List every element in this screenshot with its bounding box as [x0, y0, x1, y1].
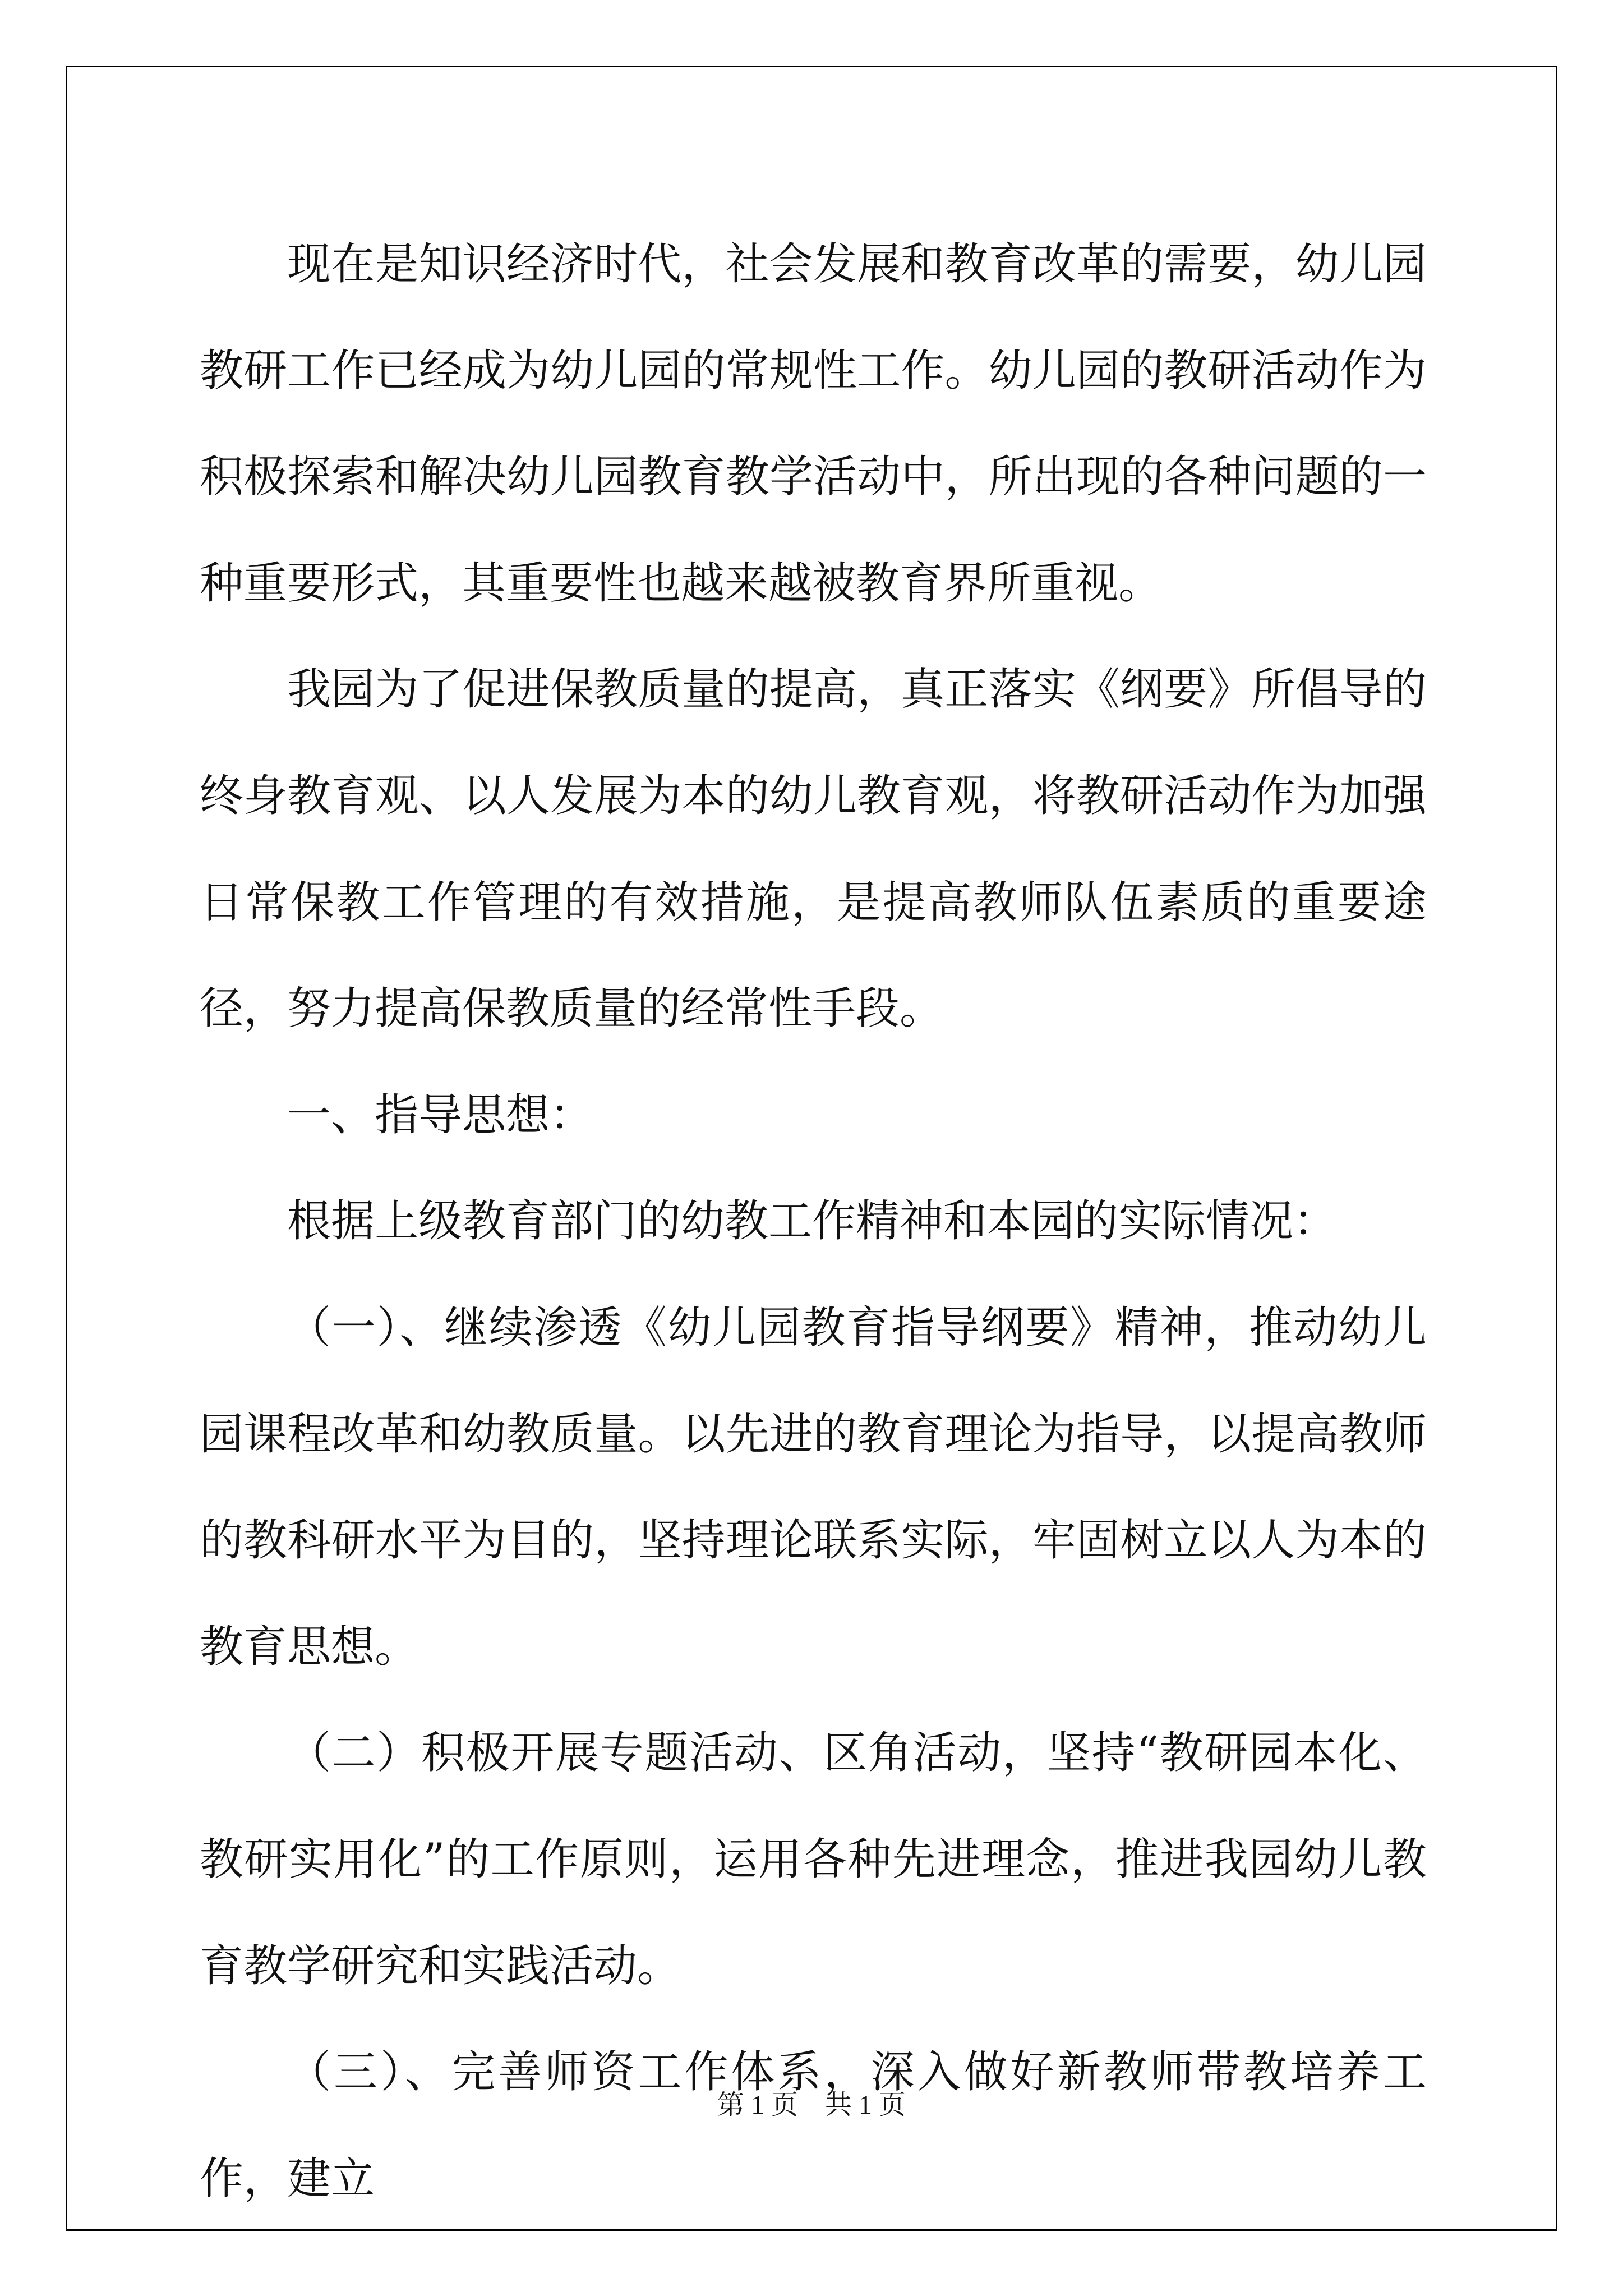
- page-number: 第 1 页: [717, 2090, 798, 2120]
- paragraph-item-2: （二）积极开展专题活动、区角活动，坚持“教研园本化、教研实用化”的工作原则，运用各种先进理念，推进我园幼儿教育教学研究和实践活动。: [200, 1728, 1427, 1991]
- page-footer: [0, 2088, 1623, 2122]
- page-total: 共 1 页: [825, 2090, 906, 2120]
- paragraph-item-3: （三）、完善师资工作体系，深入做好新教师带教培养工作，建立: [200, 2047, 1427, 2204]
- paragraph-basis: 根据上级教育部门的幼教工作精神和本园的实际情况：: [287, 1196, 1338, 1247]
- document-body: [200, 211, 1427, 2232]
- paragraph-purpose: 我园为了促进保教质量的提高，真正落实《纲要》所倡导的终身教育观、以人发展为本的幼儿教育观，将教研活动作为加强日常保教工作管理的有效措施，是提高教师队伍素质的重要途径，努力提高保教质量的经常性手段。: [200, 664, 1427, 1034]
- paragraph-intro: 现在是知识经济时代，社会发展和教育改革的需要，幼儿园教研工作已经成为幼儿园的常规性工作。幼儿园的教研活动作为积极探索和解决幼儿园教育教学活动中，所出现的各种问题的一种重要形式，其重要性也越来越被教育界所重视。: [200, 239, 1427, 609]
- section-heading-guiding-ideology: 一、指导思想：: [287, 1089, 594, 1140]
- paragraph-item-1: （一）、继续渗透《幼儿园教育指导纲要》精神，推动幼儿园课程改革和幼教质量。以先进的教育理论为指导，以提高教师的教科研水平为目的，坚持理论联系实际，牢固树立以人为本的教育思想。: [200, 1302, 1427, 1672]
